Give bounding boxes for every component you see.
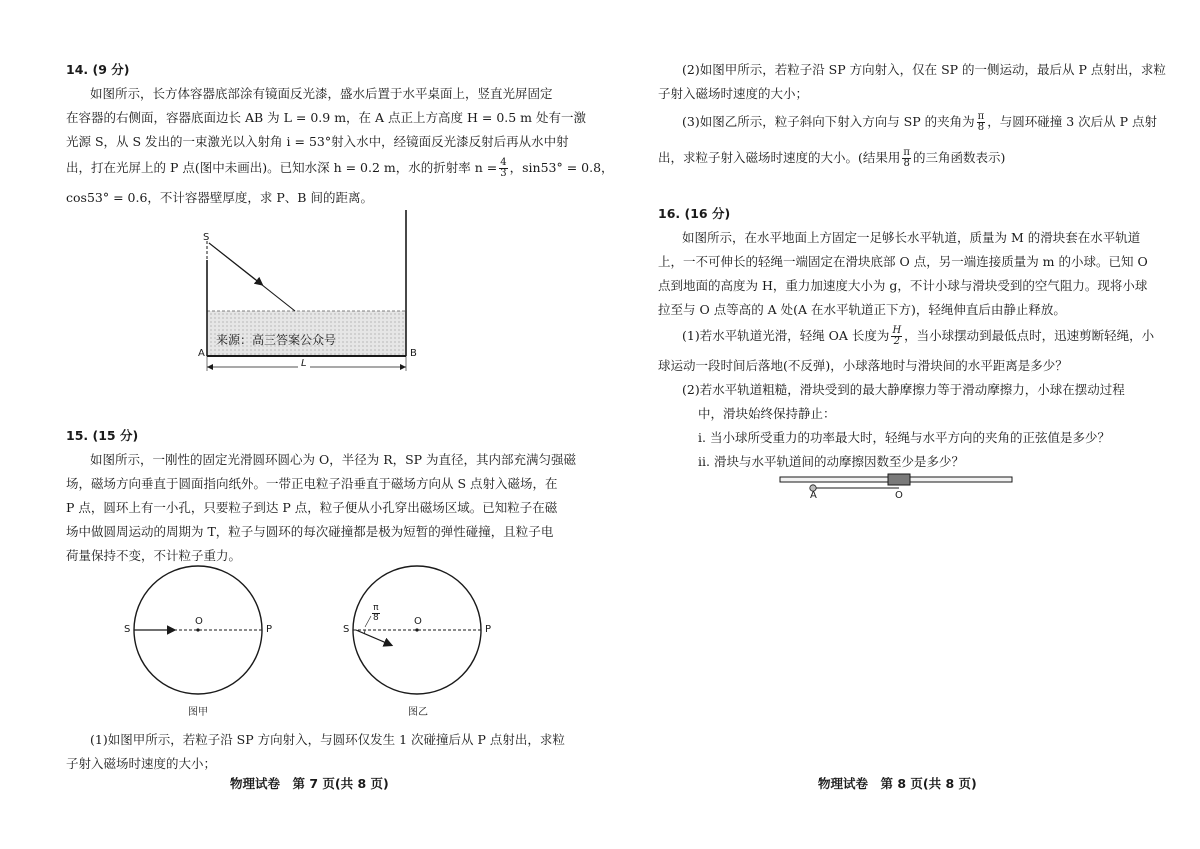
part3-line2-pre: 出，求粒子射入磁场时速度的大小。(结果用 (658, 150, 901, 165)
part1-pre: (1)若水平轨道光滑，轻绳 OA 长度为 (682, 328, 890, 343)
q14-line-5-text: cos53° = 0.6，不计容器壁厚度，求 P、B 间的距离。 (66, 190, 373, 205)
fraction-numerator: π (903, 147, 910, 158)
angle-fraction-2 (902, 148, 911, 169)
q14-line-4-post: ，sin53° = 0.8， (509, 160, 614, 175)
q15-part3-line-1 (682, 112, 1157, 133)
jia-label-o: O (195, 616, 203, 627)
q16-sub-ii: ii. 滑块与水平轨道间的动摩擦因数至少是多少？ (698, 454, 964, 469)
q14-line-4 (66, 158, 614, 179)
q16-sub-i: i. 当小球所受重力的功率最大时，轻绳与水平方向的夹角的正弦值是多少？ (698, 430, 1110, 445)
footer-right: 物理试卷 第 8 页(共 8 页) (818, 776, 977, 791)
rail-label-o: O (895, 490, 903, 501)
velocity-arrow (356, 630, 391, 645)
q16-part2-line-2: 中，滑块始终保持静止： (698, 406, 836, 421)
q16-part1-line-2: 球运动一段时间后落地(不反弹)，小球落地时与滑块间的水平距离是多少？ (658, 358, 1068, 373)
part3-post: ，与圆环碰撞 3 次后从 P 点射 (987, 114, 1157, 129)
label-b: B (410, 348, 417, 359)
fraction-numerator: π (977, 111, 985, 122)
q15-part1-line-1: (1)如图甲所示，若粒子沿 SP 方向射入，与圆环仅发生 1 次碰撞后从 P 点射出，求粒 (90, 732, 565, 747)
fraction-numerator: 4 (500, 157, 507, 168)
q15-part2-line-1: (2)如图甲所示，若粒子沿 SP 方向射入，仅在 SP 的一侧运动，最后从 P 点射出，求粒 (682, 62, 1166, 77)
fraction-numerator: H (892, 325, 902, 336)
q14-line-2: 在容器的右侧面，容器底面边长 AB 为 L = 0.9 m，在 A 点正上方高度 H = 0.5 m 处有一激 (66, 110, 587, 125)
q15-line-4: 场中做圆周运动的周期为 T，粒子与圆环的每次碰撞都是极为短暂的弹性碰撞，且粒子电 (66, 524, 554, 539)
q16-heading: 16. (16 分) (658, 206, 731, 221)
yi-caption: 图乙 (408, 707, 428, 718)
q16-line-3: 点到地面的高度为 H，重力加速度大小为 g，不计小球与滑块受到的空气阻力。现将小球 (658, 278, 1148, 293)
fraction-denominator: 2 (893, 336, 900, 347)
yi-angle-label (372, 604, 380, 623)
q14-line-3: 光源 S，从 S 发出的一束激光以入射角 i = 53°射入水中，经镜面反光漆反射后再从水中射 (66, 134, 569, 149)
part1-post: ，当小球摆动到最低点时，迅速剪断轻绳，小 (904, 328, 1155, 343)
q14-line-1: 如图所示，长方体容器底部涂有镜面反光漆，盛水后置于水平桌面上，竖直光屏固定 (90, 86, 553, 101)
yi-label-s: S (343, 624, 350, 635)
q15-line-2: 场，磁场方向垂直于圆面指向纸外。一带正电粒子沿垂直于磁场方向从 S 点射入磁场，在 (66, 476, 558, 491)
q14-line-4-pre: 出，打在光屏上的 P 点(图中未画出)。已知水深 h = 0.2 m，水的折射率 n = (66, 160, 498, 175)
label-a: A (198, 348, 205, 359)
label-l: L (298, 358, 310, 370)
refractive-index-fraction (499, 158, 507, 179)
slider-block (888, 474, 910, 485)
angle-numerator: π (373, 603, 379, 613)
fraction-denominator: 8 (903, 158, 910, 169)
jia-label-s: S (124, 624, 131, 635)
jia-caption: 图甲 (188, 707, 208, 718)
q15-part3-line-2 (658, 148, 1005, 169)
rail-label-a: A (810, 490, 817, 501)
figure-jia (128, 560, 278, 700)
q15-line-3: P 点，圆环上有一小孔，只要粒子到达 P 点，粒子便从小孔穿出磁场区域。已知粒子在磁 (66, 500, 558, 515)
jia-label-p: P (266, 624, 273, 635)
q16-line-2: 上，一不可伸长的轻绳一端固定在滑块底部 O 点，另一端连接质量为 m 的小球。已知 O (658, 254, 1148, 269)
part3-line2-post: 的三角函数表示) (912, 150, 1006, 165)
q15-part2-line-2: 子射入磁场时速度的大小； (658, 86, 809, 101)
fraction-denominator: 3 (500, 168, 507, 179)
q14-heading: 14. (9 分) (66, 62, 130, 77)
yi-label-p: P (485, 624, 492, 635)
q15-line-5: 荷量保持不变，不计粒子重力。 (66, 548, 242, 563)
figure-yi (347, 560, 497, 700)
q16-line-1: 如图所示，在水平地面上方固定一足够长水平轨道，质量为 M 的滑块套在水平轨道 (682, 230, 1141, 245)
label-s: S (203, 232, 210, 243)
q16-part2-line-1: (2)若水平轨道粗糙，滑块受到的最大静摩擦力等于滑动摩擦力，小球在摆动过程 (682, 382, 1125, 397)
q15-heading: 15. (15 分) (66, 428, 139, 443)
watermark-source: 来源：高三答案公众号 (216, 333, 337, 347)
angle-denominator: 8 (373, 613, 379, 623)
q15-part1-line-2: 子射入磁场时速度的大小； (66, 756, 217, 771)
q16-part1-line-1 (682, 326, 1154, 347)
yi-label-o: O (414, 616, 422, 627)
q16-line-4: 拉至与 O 点等高的 A 处(A 在水平轨道正下方)，轻绳伸直后由静止释放。 (658, 302, 1066, 317)
q15-line-1: 如图所示，一刚性的固定光滑圆环圆心为 O，半径为 R，SP 为直径，其内部充满匀强磁 (90, 452, 577, 467)
fraction-denominator: 8 (977, 122, 985, 133)
angle-fraction (977, 112, 986, 133)
footer-left: 物理试卷 第 7 页(共 8 页) (230, 776, 389, 791)
length-fraction (891, 326, 902, 347)
part3-pre: (3)如图乙所示，粒子斜向下射入方向与 SP 的夹角为 (682, 114, 975, 129)
